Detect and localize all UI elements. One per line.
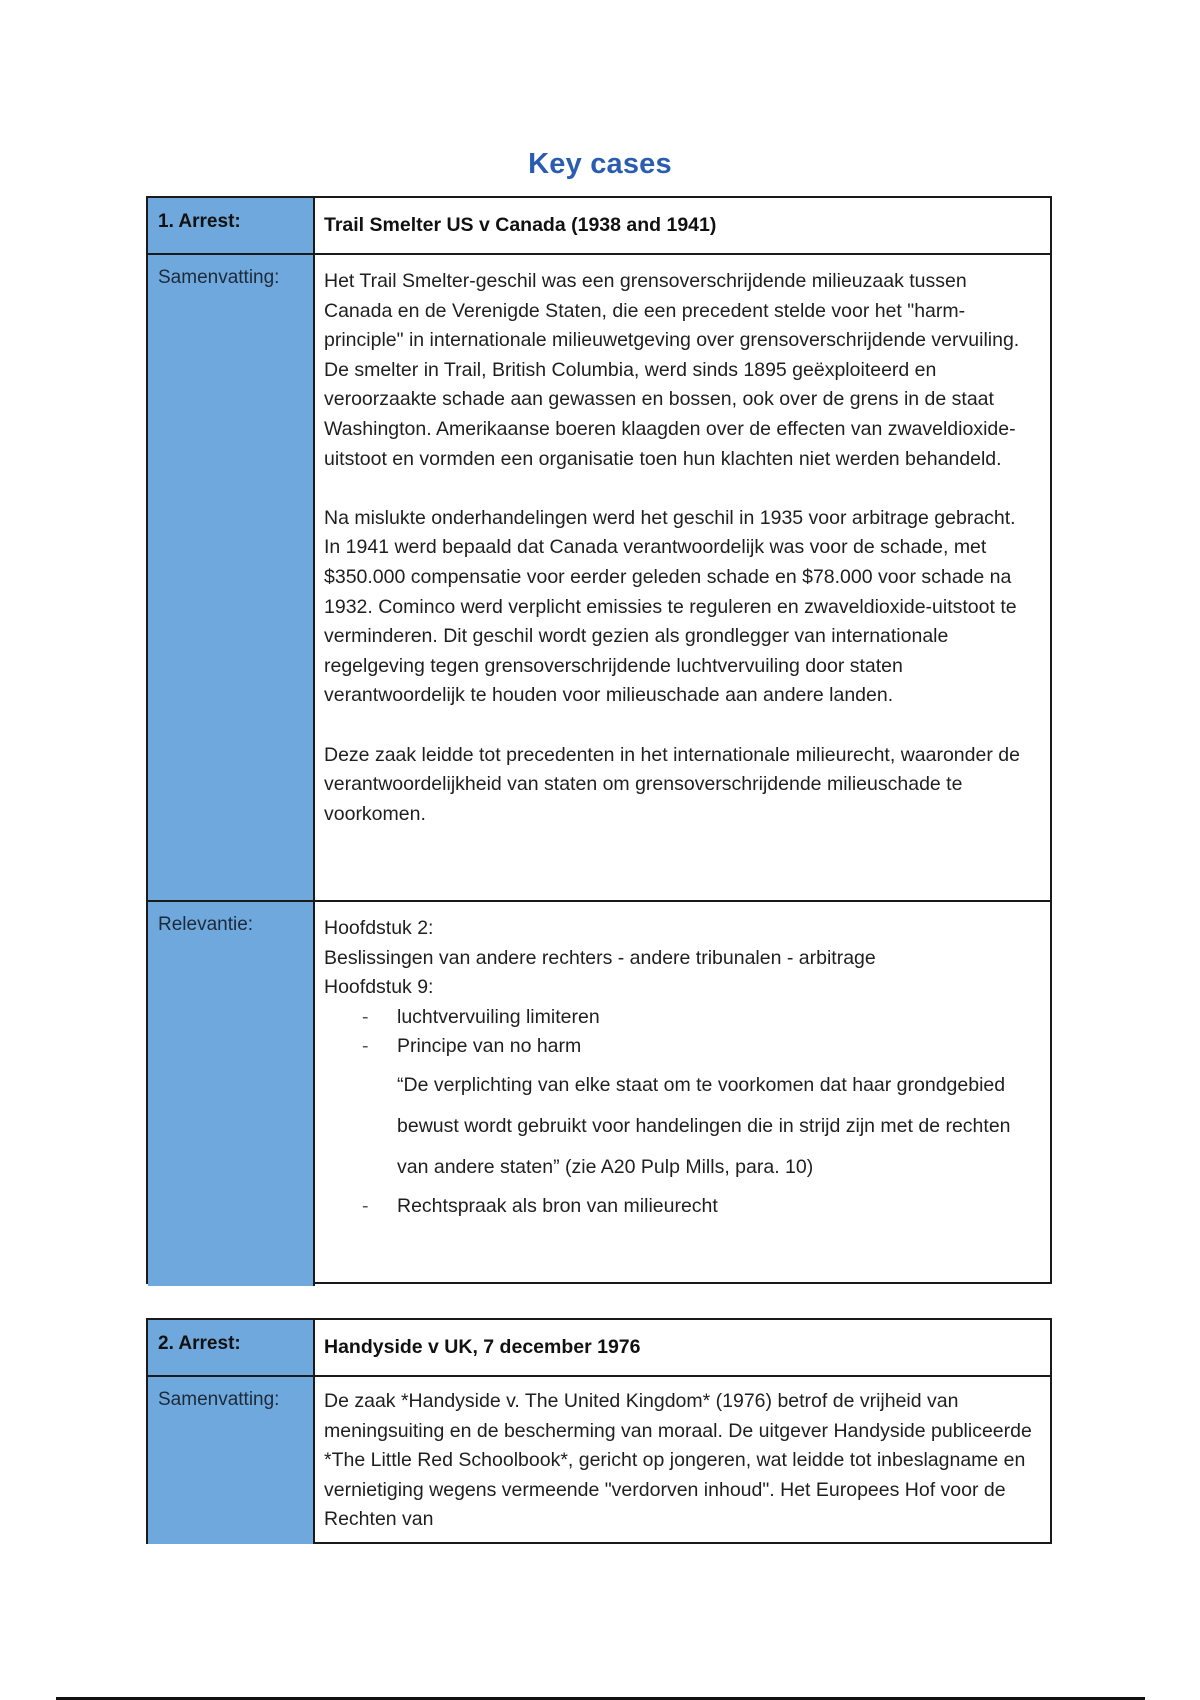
chapter-9-list-continued — [324, 1192, 1036, 1222]
list-item — [324, 1032, 1036, 1062]
summary-paragraph: De zaak *Handyside v. The United Kingdom* (1976) betrof de vrijheid van meningsuiting en de bescherming van moraal. De uitgever Handyside publiceerde *The Little Red Schoolbook*, gericht op jongeren, wat leidde tot inbeslagname en vernietiging wegens vermeende "verdorven inhoud". Het Europees Hof voor de Rechten van — [324, 1390, 1032, 1531]
summary-label: Samenvatting: — [148, 1377, 315, 1544]
chapter-2-text: Beslissingen van andere rechters - andere tribunalen - arbitrage — [324, 946, 876, 969]
summary-row — [148, 253, 1050, 900]
arrest-title: Trail Smelter US v Canada (1938 and 1941) — [324, 214, 717, 236]
list-item — [324, 1192, 1036, 1222]
summary-paragraph: Deze zaak leidde tot precedenten in het internationale milieurecht, waaronder de verantwoordelijkheid van staten om grensoverschrijdende milieuschade te voorkomen. — [324, 743, 1020, 825]
list-item-text: Rechtspraak als bron van milieurecht — [397, 1194, 718, 1217]
summary-row — [148, 1375, 1050, 1544]
dash-bullet-icon: - — [362, 1194, 369, 1217]
list-item — [324, 1003, 1036, 1033]
relevance-content — [315, 902, 1050, 1286]
relevance-label: Relevantie: — [148, 902, 315, 1286]
summary-text — [315, 255, 1050, 900]
relevance-row — [148, 900, 1050, 1286]
arrest-row — [148, 1320, 1050, 1375]
list-item-text: luchtvervuiling limiteren — [397, 1005, 600, 1028]
chapter-9-list — [324, 1003, 1036, 1062]
summary-label: Samenvatting: — [148, 255, 315, 900]
arrest-title: Handyside v UK, 7 december 1976 — [324, 1336, 641, 1358]
case-table-2 — [146, 1318, 1052, 1544]
page-title: Key cases — [528, 148, 672, 180]
summary-paragraph: Het Trail Smelter-geschil was een grensoverschrijdende milieuzaak tussen Canada en de Verenigde Staten, die een precedent stelde voor het "harm-principle" in internationale milieuwetgeving over grensoverschrijdende vervuiling. De smelter in Trail, British Columbia, werd sinds 1895 geëxploiteerd en veroorzaakte schade aan gewassen en bossen, ook over de grens in de staat Washington. Amerikaanse boeren klaagden over de effecten van zwaveldioxide-uitstoot en vormden een organisatie toen hun klachten niet werden behandeld. — [324, 270, 1020, 470]
summary-text — [315, 1377, 1050, 1544]
dash-bullet-icon: - — [362, 1005, 369, 1028]
chapter-9-heading: Hoofdstuk 9: — [324, 976, 434, 999]
dash-bullet-icon: - — [362, 1035, 369, 1058]
case-table-1 — [146, 196, 1052, 1284]
chapter-2-heading: Hoofdstuk 2: — [324, 917, 434, 939]
arrest-label: 2. Arrest: — [148, 1320, 315, 1375]
list-item-text: Principe van no harm — [397, 1035, 582, 1058]
summary-paragraph: Na mislukte onderhandelingen werd het geschil in 1935 voor arbitrage gebracht. In 1941 werd bepaald dat Canada verantwoordelijk was voor de schade, met $350.000 compensatie voor eerder geleden schade en $78.000 voor schade na 1932. Cominco werd verplicht emissies te reguleren en zwaveldioxide-uitstoot te verminderen. Dit geschil wordt gezien als grondlegger van internationale regelgeving tegen grensoverschrijdende luchtvervuiling door staten verantwoordelijk te houden voor milieuschade aan andere landen. — [324, 506, 1017, 707]
arrest-label: 1. Arrest: — [148, 198, 315, 253]
arrest-row — [148, 198, 1050, 253]
no-harm-quote: “De verplichting van elke staat om te voorkomen dat haar grondgebied bewust wordt gebruikt voor handelingen die in strijd zijn met de rechten van andere staten” (zie A20 Pulp Mills, para. 10) — [397, 1073, 1011, 1178]
